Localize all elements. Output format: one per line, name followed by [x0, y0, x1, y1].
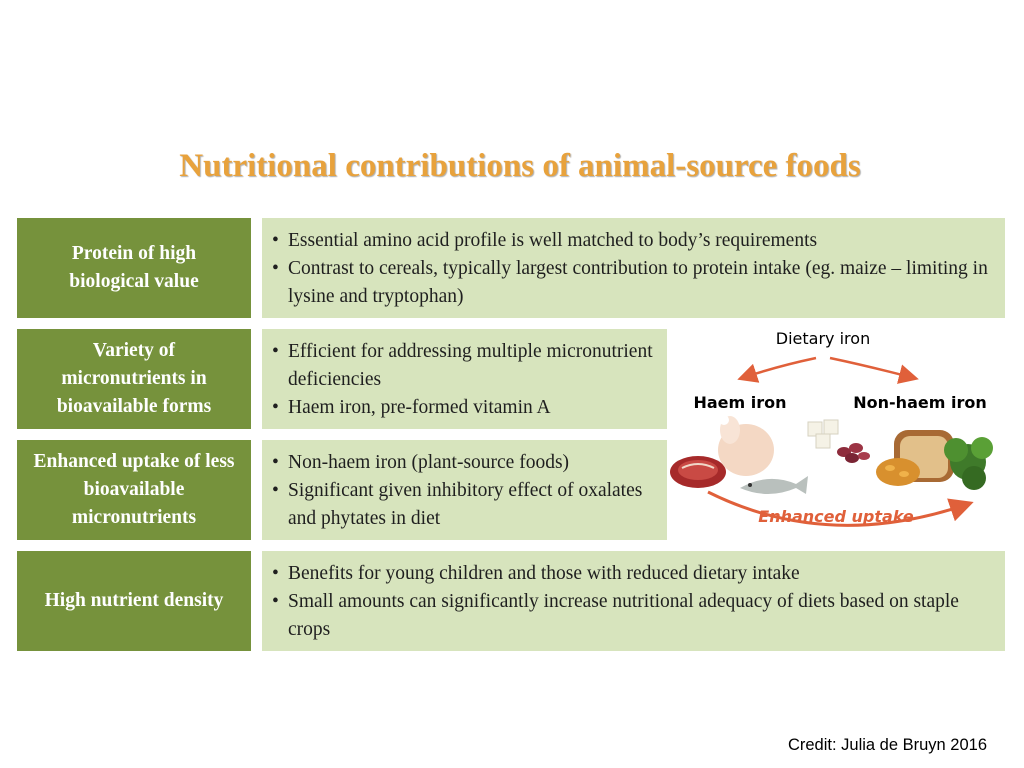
row-label-text: Enhanced uptake of less bioavailable micronutrients	[33, 451, 235, 528]
tofu-icon	[808, 420, 838, 448]
row-label-text: Protein of high biological value	[69, 243, 199, 292]
row-label-protein	[17, 218, 251, 318]
row-label-nutrient-density	[17, 551, 251, 651]
haem-iron-label: Haem iron	[693, 393, 787, 412]
greens-icon	[944, 437, 993, 490]
dietary-iron-label: Dietary iron	[775, 329, 871, 348]
row-label-text: Variety of micronutrients in bioavailable forms	[56, 340, 212, 417]
non-haem-iron-label: Non-haem iron	[853, 393, 987, 412]
meat-icon	[670, 456, 726, 488]
enhanced-uptake-label: Enhanced uptake	[758, 507, 914, 526]
chicken-icon	[718, 415, 774, 476]
bullet-item: • Contrast to cereals, typically largest contribution to protein intake (eg. maize – limiting in lysine and tryptophan)	[272, 255, 995, 311]
row-content-micronutrients	[262, 329, 667, 429]
bullet-item: • Essential amino acid profile is well matched to body’s requirements	[272, 227, 995, 255]
fish-icon	[740, 476, 808, 494]
bullet-item: • Significant given inhibitory effect of oxalates and phytates in diet	[272, 477, 657, 533]
row-label-enhanced-uptake	[17, 440, 251, 540]
bullet-item: • Benefits for young children and those with reduced dietary intake	[272, 560, 995, 588]
credit-text: Credit: Julia de Bruyn 2016	[787, 736, 987, 754]
beans-icon	[837, 443, 870, 463]
bullet-item: • Non-haem iron (plant-source foods)	[272, 449, 657, 477]
row-label-micronutrients	[17, 329, 251, 429]
row-content-nutrient-density	[262, 551, 1005, 651]
row-label-text: High nutrient density	[44, 590, 224, 611]
row-content-enhanced-uptake	[262, 440, 667, 540]
grain-icon	[876, 458, 920, 486]
slide-title: Nutritional contributions of animal-source foods	[179, 148, 861, 184]
bullet-item: • Haem iron, pre-formed vitamin A	[272, 394, 657, 422]
dietary-iron-illustration	[668, 322, 1008, 542]
row-content-protein	[262, 218, 1005, 318]
haem-arrow-icon	[742, 358, 816, 378]
bullet-item: • Small amounts can significantly increase nutritional adequacy of diets based on staple crops	[272, 588, 995, 644]
bullet-item: • Efficient for addressing multiple micronutrient deficiencies	[272, 338, 657, 394]
non-haem-arrow-icon	[830, 358, 914, 378]
